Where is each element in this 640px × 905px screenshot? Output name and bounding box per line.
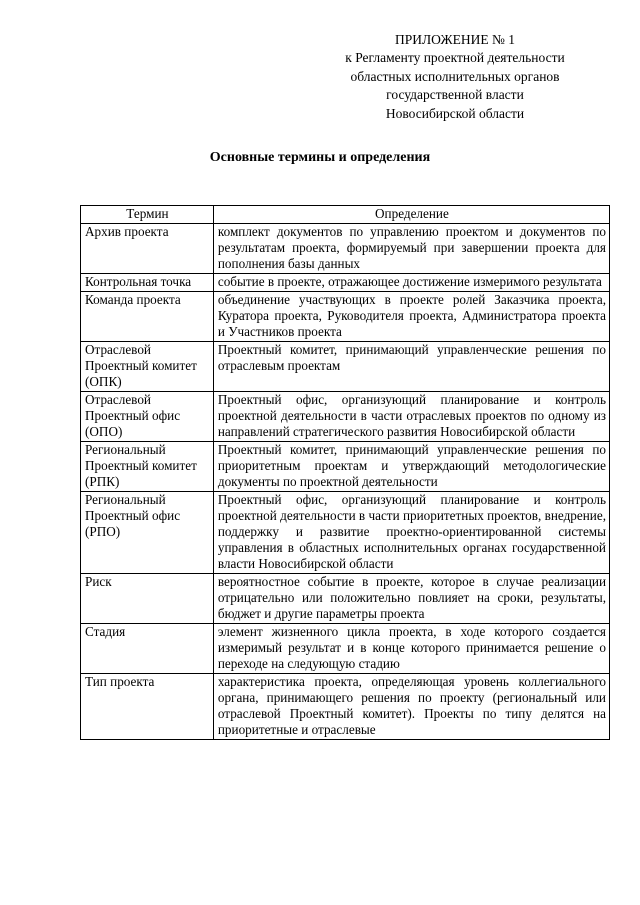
appendix-line: областных исполнительных органов: [350, 68, 560, 84]
term-cell: Тип проекта: [81, 674, 214, 740]
definition-cell: объединение участвующих в проекте ролей Заказчика проекта, Куратора проекта, Руководителя проекта, Администратора проекта и Участников проекта: [213, 292, 609, 342]
definition-cell: элемент жизненного цикла проекта, в ходе которого создается измеримый результат и в конце которого принимается решение о переходе на следующую стадию: [213, 624, 609, 674]
table-row: [81, 442, 610, 492]
term-cell: Контрольная точка: [81, 274, 214, 292]
table-header-row: [81, 206, 610, 224]
term-cell: Архив проекта: [81, 224, 214, 274]
term-cell: Риск: [81, 574, 214, 624]
term-cell: Отраслевой Проектный офис (ОПО): [81, 392, 214, 442]
table-row: [81, 292, 610, 342]
appendix-header: [320, 31, 590, 123]
definition-cell: Проектный офис, организующий планирование и контроль проектной деятельности в части приоритетных проектов, внедрение, поддержку и развитие проектно-ориентированной системы управления в областных исполнительных органах государственной власти Новосибирской области: [213, 492, 609, 574]
definition-cell: Проектный комитет, принимающий управленческие решения по отраслевым проектам: [213, 342, 609, 392]
terms-table: [80, 205, 610, 740]
definition-cell: Проектный комитет, принимающий управленческие решения по приоритетным проектам и утверждающий методологические документы по проектной деятельности: [213, 442, 609, 492]
appendix-line: к Регламенту проектной деятельности: [345, 50, 565, 66]
appendix-line: Новосибирской области: [385, 105, 525, 121]
table-row: [81, 392, 610, 442]
definition-cell: событие в проекте, отражающее достижение измеримого результата: [213, 274, 609, 292]
table-row: [81, 574, 610, 624]
definition-cell: характеристика проекта, определяющая уровень коллегиального органа, принимающего решения по проекту (региональный или отраслевой Проектный комитет). Проекты по типу делятся на приоритетные и отраслевые: [213, 674, 609, 740]
table-row: [81, 674, 610, 740]
term-cell: Региональный Проектный офис (РПО): [81, 492, 214, 574]
table-row: [81, 492, 610, 574]
table-row: [81, 624, 610, 674]
table-row: [81, 274, 610, 292]
term-cell: Отраслевой Проектный комитет (ОПК): [81, 342, 214, 392]
term-cell: Команда проекта: [81, 292, 214, 342]
table-row: [81, 342, 610, 392]
header-term: Термин: [81, 206, 214, 224]
appendix-line: государственной власти: [386, 87, 524, 103]
term-cell: Стадия: [81, 624, 214, 674]
definition-cell: Проектный офис, организующий планирование и контроль проектной деятельности в части отраслевых проектов по одному из направлений стратегического развития Новосибирской области: [213, 392, 609, 442]
table-row: [81, 224, 610, 274]
header-definition: Определение: [213, 206, 609, 224]
appendix-line: ПРИЛОЖЕНИЕ № 1: [394, 32, 516, 47]
definition-cell: вероятностное событие в проекте, которое в случае реализации отрицательно или положительно повлияет на сроки, результаты, бюджет и другие параметры проекта: [213, 574, 609, 624]
definition-cell: комплект документов по управлению проектом и документов по результатам проекта, формируемый при завершении проекта для пополнения базы данных: [213, 224, 609, 274]
page-title: Основные термины и определения: [209, 150, 431, 165]
term-cell: Региональный Проектный комитет (РПК): [81, 442, 214, 492]
